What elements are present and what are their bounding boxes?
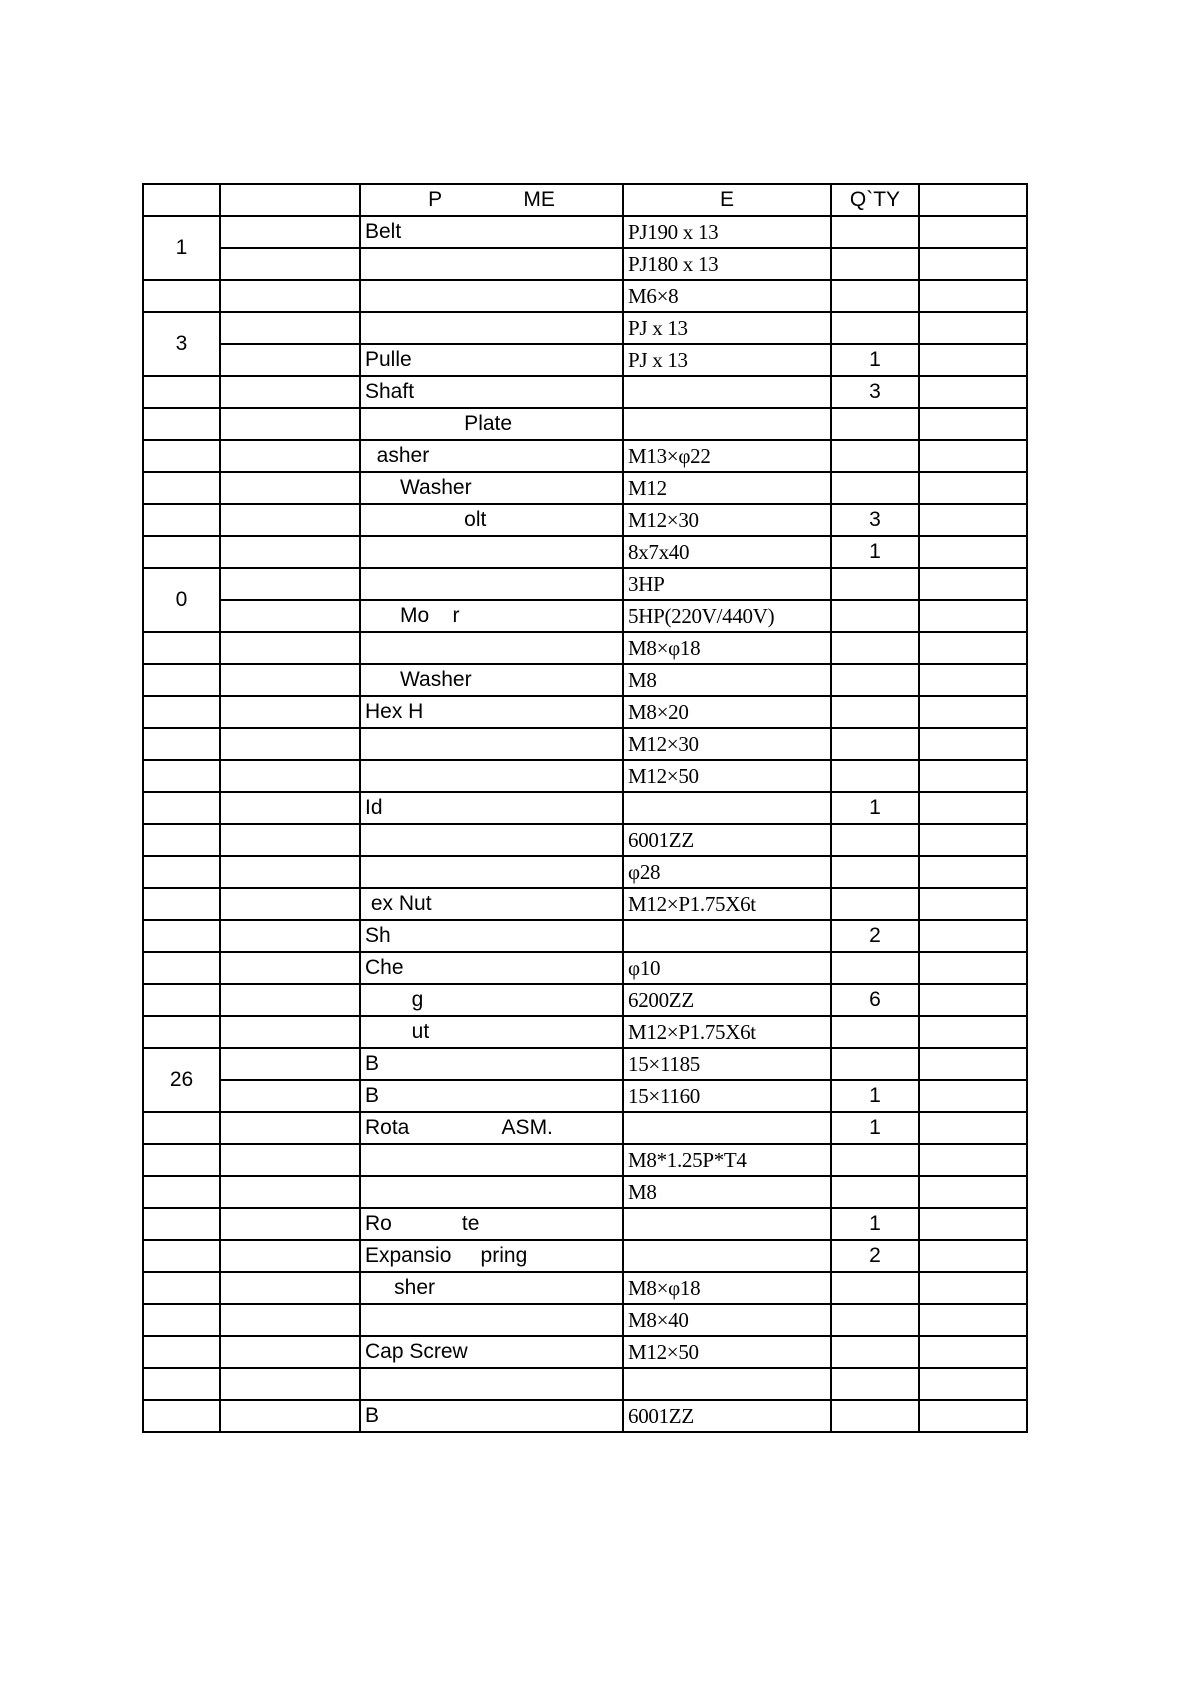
- cell-code: [220, 568, 360, 600]
- cell-item-no: 3: [143, 312, 220, 376]
- cell-item-no: [143, 1208, 220, 1240]
- cell-code: [220, 248, 360, 280]
- cell-note: [919, 952, 1027, 984]
- cell-qty: [831, 1272, 919, 1304]
- cell-part-name: ut: [360, 1016, 623, 1048]
- cell-part-name: [360, 568, 623, 600]
- header-part-name: P ME: [360, 184, 623, 216]
- cell-part-name: Ro te: [360, 1208, 623, 1240]
- cell-code: [220, 408, 360, 440]
- cell-spec: [623, 1240, 831, 1272]
- cell-part-name: Washer: [360, 472, 623, 504]
- cell-spec: 8x7x40: [623, 536, 831, 568]
- table-row: [143, 536, 1027, 568]
- cell-part-name: Washer: [360, 664, 623, 696]
- table-row: [143, 632, 1027, 664]
- cell-qty: [831, 600, 919, 632]
- cell-code: [220, 664, 360, 696]
- cell-code: [220, 1304, 360, 1336]
- cell-code: [220, 1240, 360, 1272]
- table-row: [143, 376, 1027, 408]
- cell-part-name: Rota ASM.: [360, 1112, 623, 1144]
- table-row: [143, 1240, 1027, 1272]
- cell-qty: [831, 440, 919, 472]
- cell-part-name: [360, 760, 623, 792]
- cell-note: [919, 1016, 1027, 1048]
- cell-item-no: [143, 1240, 220, 1272]
- cell-item-no: [143, 728, 220, 760]
- cell-code: [220, 1048, 360, 1080]
- cell-spec: M8: [623, 1176, 831, 1208]
- cell-qty: [831, 632, 919, 664]
- cell-code: [220, 216, 360, 248]
- cell-code: [220, 472, 360, 504]
- cell-note: [919, 696, 1027, 728]
- cell-note: [919, 664, 1027, 696]
- cell-note: [919, 1080, 1027, 1112]
- cell-part-name: B: [360, 1400, 623, 1432]
- cell-part-name: Sh: [360, 920, 623, 952]
- table-row: [143, 440, 1027, 472]
- cell-note: [919, 504, 1027, 536]
- table-row: [143, 1112, 1027, 1144]
- cell-qty: [831, 952, 919, 984]
- cell-spec: M8*1.25P*T4: [623, 1144, 831, 1176]
- cell-item-no: [143, 1368, 220, 1400]
- cell-part-name: olt: [360, 504, 623, 536]
- table-row: [143, 1368, 1027, 1400]
- cell-note: [919, 1400, 1027, 1432]
- table-row: [143, 600, 1027, 632]
- cell-qty: [831, 472, 919, 504]
- cell-item-no: [143, 1304, 220, 1336]
- cell-note: [919, 248, 1027, 280]
- cell-part-name: ex Nut: [360, 888, 623, 920]
- cell-item-no: [143, 280, 220, 312]
- cell-qty: [831, 1144, 919, 1176]
- cell-part-name: [360, 632, 623, 664]
- cell-spec: φ28: [623, 856, 831, 888]
- cell-note: [919, 856, 1027, 888]
- cell-qty: [831, 664, 919, 696]
- cell-code: [220, 600, 360, 632]
- cell-part-name: Che: [360, 952, 623, 984]
- cell-spec: φ10: [623, 952, 831, 984]
- cell-qty: [831, 1176, 919, 1208]
- cell-note: [919, 536, 1027, 568]
- cell-code: [220, 280, 360, 312]
- cell-item-no: [143, 1336, 220, 1368]
- table-row: [143, 1080, 1027, 1112]
- cell-part-name: [360, 1304, 623, 1336]
- cell-part-name: [360, 312, 623, 344]
- cell-item-no: [143, 1112, 220, 1144]
- cell-qty: [831, 280, 919, 312]
- cell-code: [220, 696, 360, 728]
- table-row: [143, 888, 1027, 920]
- table-row: [143, 696, 1027, 728]
- cell-item-no: [143, 632, 220, 664]
- cell-item-no: [143, 1176, 220, 1208]
- cell-spec: M13×φ22: [623, 440, 831, 472]
- cell-part-name: B: [360, 1080, 623, 1112]
- cell-part-name: Plate: [360, 408, 623, 440]
- table-row: [143, 280, 1027, 312]
- cell-item-no: [143, 1016, 220, 1048]
- cell-qty: [831, 696, 919, 728]
- cell-qty: 1: [831, 1208, 919, 1240]
- cell-item-no: [143, 856, 220, 888]
- header-no: [143, 184, 220, 216]
- cell-spec: M12×P1.75X6t: [623, 888, 831, 920]
- cell-item-no: [143, 472, 220, 504]
- cell-note: [919, 1240, 1027, 1272]
- cell-note: [919, 792, 1027, 824]
- cell-qty: 1: [831, 1112, 919, 1144]
- cell-note: [919, 1048, 1027, 1080]
- table-row: [143, 664, 1027, 696]
- cell-qty: [831, 760, 919, 792]
- cell-spec: M8×φ18: [623, 1272, 831, 1304]
- cell-code: [220, 536, 360, 568]
- cell-item-no: 0: [143, 568, 220, 632]
- cell-note: [919, 600, 1027, 632]
- cell-item-no: [143, 792, 220, 824]
- cell-spec: M6×8: [623, 280, 831, 312]
- cell-spec: PJ190 x 13: [623, 216, 831, 248]
- cell-part-name: [360, 536, 623, 568]
- cell-spec: M12×30: [623, 728, 831, 760]
- cell-note: [919, 216, 1027, 248]
- cell-qty: [831, 1336, 919, 1368]
- cell-code: [220, 1272, 360, 1304]
- cell-item-no: [143, 408, 220, 440]
- cell-spec: M12×50: [623, 760, 831, 792]
- cell-note: [919, 1368, 1027, 1400]
- cell-qty: 1: [831, 344, 919, 376]
- cell-qty: [831, 216, 919, 248]
- cell-qty: 2: [831, 920, 919, 952]
- header-row: [143, 184, 1027, 216]
- table-row: [143, 1016, 1027, 1048]
- cell-item-no: [143, 536, 220, 568]
- cell-spec: PJ180 x 13: [623, 248, 831, 280]
- cell-part-name: Hex H: [360, 696, 623, 728]
- cell-spec: 6001ZZ: [623, 1400, 831, 1432]
- cell-qty: [831, 568, 919, 600]
- cell-code: [220, 984, 360, 1016]
- cell-item-no: [143, 1272, 220, 1304]
- cell-note: [919, 376, 1027, 408]
- cell-spec: [623, 1368, 831, 1400]
- cell-spec: M12×50: [623, 1336, 831, 1368]
- cell-item-no: [143, 1400, 220, 1432]
- cell-part-name: B: [360, 1048, 623, 1080]
- cell-note: [919, 920, 1027, 952]
- parts-list-table: [142, 183, 1028, 1433]
- table-row: [143, 568, 1027, 600]
- cell-spec: M12: [623, 472, 831, 504]
- table-row: [143, 792, 1027, 824]
- cell-qty: [831, 1304, 919, 1336]
- cell-qty: 1: [831, 1080, 919, 1112]
- cell-qty: 3: [831, 504, 919, 536]
- cell-item-no: [143, 1144, 220, 1176]
- cell-note: [919, 1336, 1027, 1368]
- cell-qty: 3: [831, 376, 919, 408]
- cell-spec: 6200ZZ: [623, 984, 831, 1016]
- cell-part-name: [360, 856, 623, 888]
- cell-item-no: [143, 376, 220, 408]
- cell-spec: M8: [623, 664, 831, 696]
- cell-part-name: sher: [360, 1272, 623, 1304]
- cell-code: [220, 632, 360, 664]
- table-row: [143, 216, 1027, 248]
- cell-code: [220, 888, 360, 920]
- cell-part-name: [360, 824, 623, 856]
- cell-note: [919, 1272, 1027, 1304]
- table-row: [143, 1304, 1027, 1336]
- cell-note: [919, 728, 1027, 760]
- cell-spec: 15×1160: [623, 1080, 831, 1112]
- cell-spec: [623, 408, 831, 440]
- cell-code: [220, 1112, 360, 1144]
- cell-qty: [831, 1400, 919, 1432]
- table-row: [143, 760, 1027, 792]
- cell-spec: PJ x 13: [623, 312, 831, 344]
- cell-qty: [831, 728, 919, 760]
- table-row: [143, 472, 1027, 504]
- cell-note: [919, 824, 1027, 856]
- table-row: [143, 1144, 1027, 1176]
- table-row: [143, 408, 1027, 440]
- cell-spec: 15×1185: [623, 1048, 831, 1080]
- cell-note: [919, 760, 1027, 792]
- cell-item-no: [143, 440, 220, 472]
- cell-code: [220, 344, 360, 376]
- table-row: [143, 920, 1027, 952]
- table-row: [143, 1176, 1027, 1208]
- cell-spec: M12×P1.75X6t: [623, 1016, 831, 1048]
- cell-note: [919, 280, 1027, 312]
- cell-note: [919, 632, 1027, 664]
- table-row: [143, 344, 1027, 376]
- cell-item-no: [143, 760, 220, 792]
- cell-code: [220, 1080, 360, 1112]
- cell-code: [220, 1176, 360, 1208]
- cell-part-name: Pulle: [360, 344, 623, 376]
- cell-part-name: [360, 280, 623, 312]
- cell-code: [220, 728, 360, 760]
- cell-note: [919, 440, 1027, 472]
- cell-part-name: Shaft: [360, 376, 623, 408]
- table-row: [143, 1048, 1027, 1080]
- cell-item-no: [143, 920, 220, 952]
- header-code: [220, 184, 360, 216]
- header-qty: Q`TY: [831, 184, 919, 216]
- cell-code: [220, 760, 360, 792]
- cell-part-name: g: [360, 984, 623, 1016]
- cell-note: [919, 568, 1027, 600]
- cell-qty: [831, 312, 919, 344]
- cell-item-no: [143, 952, 220, 984]
- cell-item-no: [143, 888, 220, 920]
- cell-qty: [831, 1368, 919, 1400]
- cell-qty: 1: [831, 792, 919, 824]
- cell-note: [919, 1208, 1027, 1240]
- cell-item-no: 26: [143, 1048, 220, 1112]
- table-row: [143, 1272, 1027, 1304]
- cell-qty: [831, 824, 919, 856]
- cell-code: [220, 1336, 360, 1368]
- cell-qty: 2: [831, 1240, 919, 1272]
- cell-note: [919, 408, 1027, 440]
- cell-note: [919, 472, 1027, 504]
- cell-qty: [831, 888, 919, 920]
- cell-part-name: Id: [360, 792, 623, 824]
- cell-note: [919, 1112, 1027, 1144]
- cell-item-no: [143, 504, 220, 536]
- cell-note: [919, 1144, 1027, 1176]
- header-spec: E: [623, 184, 831, 216]
- cell-code: [220, 504, 360, 536]
- header-note: [919, 184, 1027, 216]
- table-row: [143, 1208, 1027, 1240]
- table-row: [143, 248, 1027, 280]
- cell-code: [220, 440, 360, 472]
- cell-note: [919, 312, 1027, 344]
- table-row: [143, 856, 1027, 888]
- cell-note: [919, 1176, 1027, 1208]
- cell-code: [220, 1368, 360, 1400]
- cell-qty: [831, 1016, 919, 1048]
- cell-code: [220, 1208, 360, 1240]
- cell-part-name: Expansio pring: [360, 1240, 623, 1272]
- cell-spec: M12×30: [623, 504, 831, 536]
- table-row: [143, 952, 1027, 984]
- cell-part-name: asher: [360, 440, 623, 472]
- cell-qty: [831, 408, 919, 440]
- cell-note: [919, 888, 1027, 920]
- table-row: [143, 824, 1027, 856]
- cell-qty: 6: [831, 984, 919, 1016]
- table-row: [143, 1336, 1027, 1368]
- cell-code: [220, 952, 360, 984]
- cell-spec: 5HP(220V/440V): [623, 600, 831, 632]
- cell-spec: [623, 1208, 831, 1240]
- cell-qty: [831, 1048, 919, 1080]
- cell-item-no: [143, 664, 220, 696]
- cell-spec: [623, 376, 831, 408]
- cell-part-name: [360, 1368, 623, 1400]
- cell-part-name: Mo r: [360, 600, 623, 632]
- cell-spec: 3HP: [623, 568, 831, 600]
- cell-part-name: [360, 728, 623, 760]
- cell-spec: M8×20: [623, 696, 831, 728]
- cell-item-no: [143, 696, 220, 728]
- cell-item-no: [143, 824, 220, 856]
- cell-spec: [623, 792, 831, 824]
- cell-code: [220, 920, 360, 952]
- cell-part-name: [360, 248, 623, 280]
- cell-spec: M8×40: [623, 1304, 831, 1336]
- cell-code: [220, 856, 360, 888]
- cell-code: [220, 1400, 360, 1432]
- cell-code: [220, 1016, 360, 1048]
- cell-code: [220, 376, 360, 408]
- cell-spec: M8×φ18: [623, 632, 831, 664]
- cell-note: [919, 984, 1027, 1016]
- cell-item-no: 1: [143, 216, 220, 280]
- cell-code: [220, 792, 360, 824]
- table-row: [143, 728, 1027, 760]
- cell-qty: 1: [831, 536, 919, 568]
- cell-note: [919, 344, 1027, 376]
- cell-note: [919, 1304, 1027, 1336]
- cell-qty: [831, 856, 919, 888]
- cell-code: [220, 312, 360, 344]
- cell-part-name: [360, 1144, 623, 1176]
- cell-spec: 6001ZZ: [623, 824, 831, 856]
- cell-code: [220, 824, 360, 856]
- cell-spec: [623, 1112, 831, 1144]
- cell-part-name: Cap Screw: [360, 1336, 623, 1368]
- table-row: [143, 504, 1027, 536]
- cell-item-no: [143, 984, 220, 1016]
- cell-code: [220, 1144, 360, 1176]
- cell-qty: [831, 248, 919, 280]
- table-row: [143, 1400, 1027, 1432]
- cell-part-name: Belt: [360, 216, 623, 248]
- cell-part-name: [360, 1176, 623, 1208]
- table-row: [143, 312, 1027, 344]
- cell-spec: PJ x 13: [623, 344, 831, 376]
- cell-spec: [623, 920, 831, 952]
- table-row: [143, 984, 1027, 1016]
